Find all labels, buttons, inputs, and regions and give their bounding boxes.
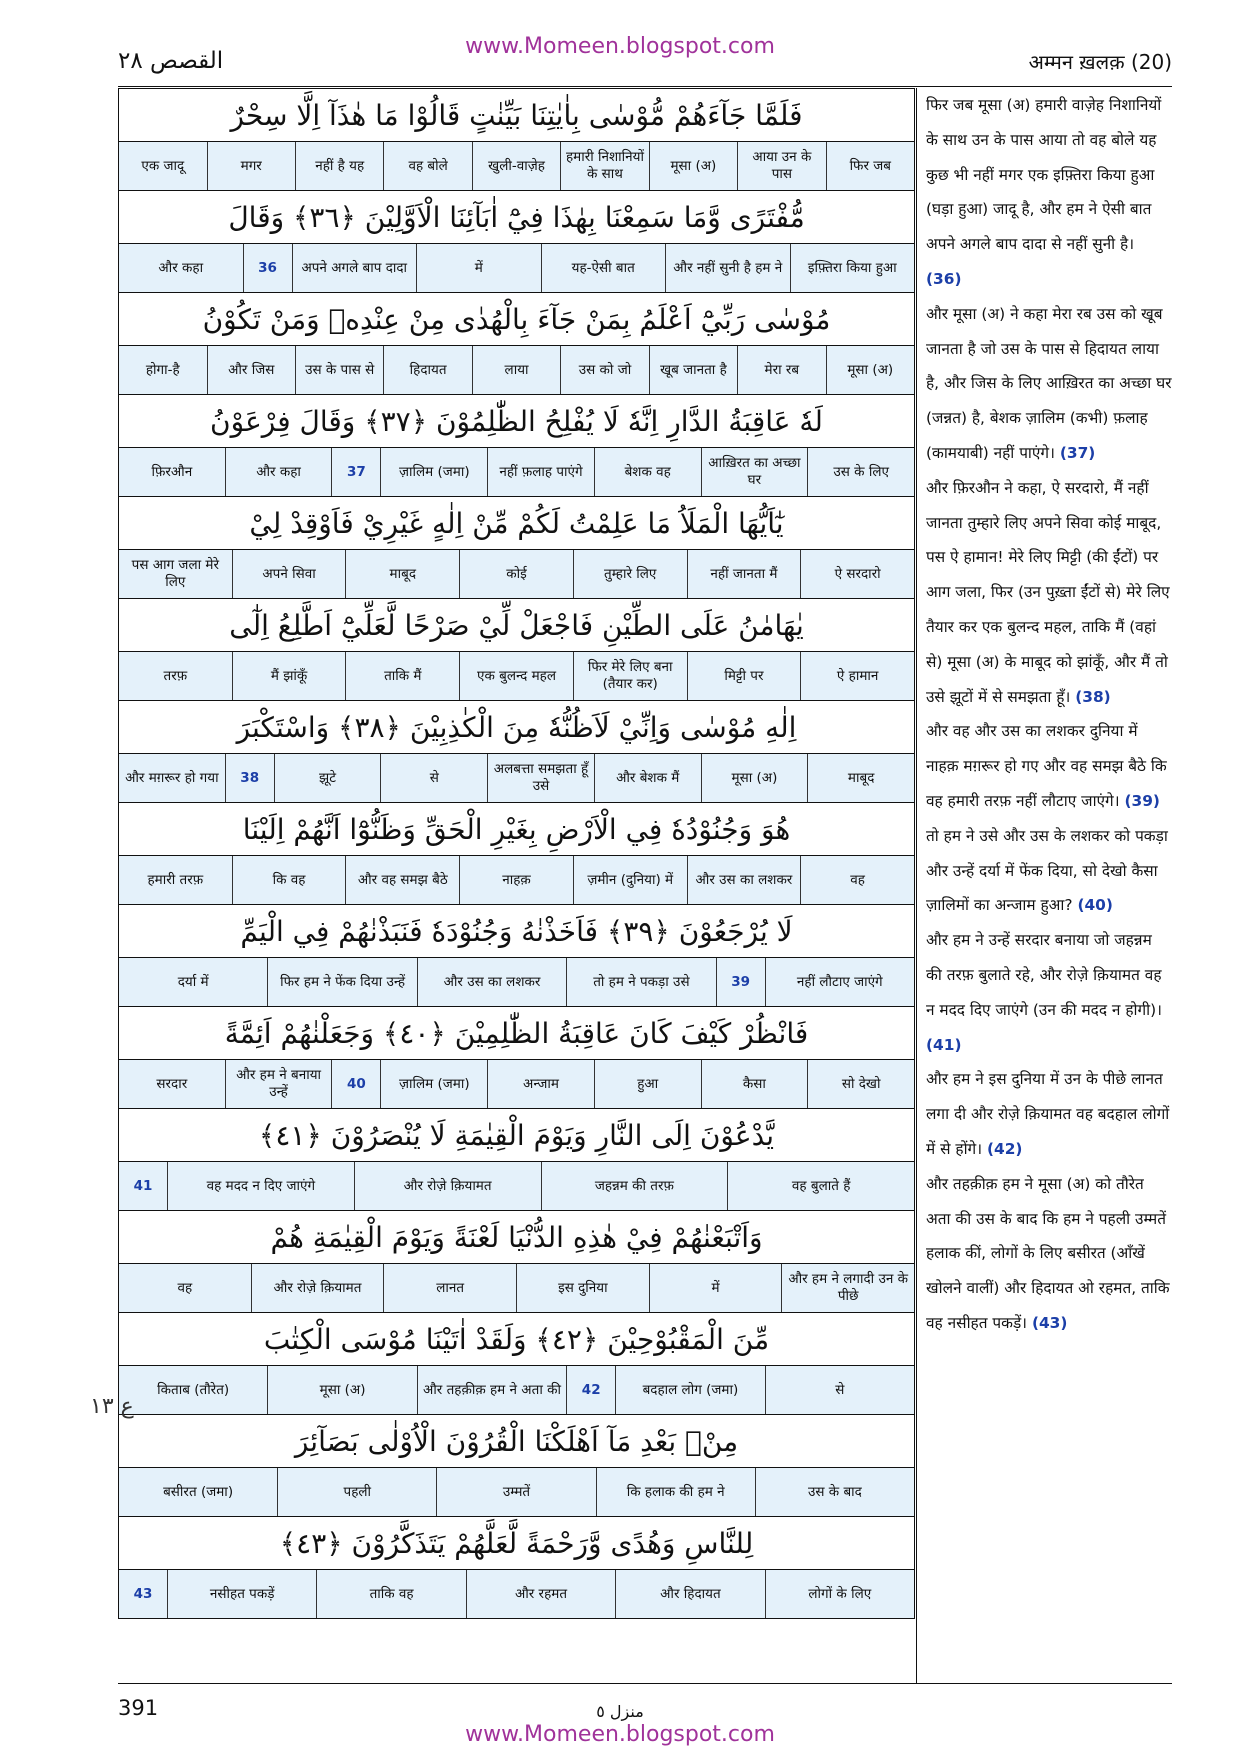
word-meaning-cell: और रोज़े क़ियामत	[354, 1162, 541, 1210]
word-meaning-cell: फिर हम ने फेंक दिया उन्हें	[267, 958, 416, 1006]
arabic-verse-line: مِنْۢ بَعْدِ مَآ اَهْلَكْنَا الْقُرُوْنَ الْاُوْلٰى بَصَآئِرَ	[118, 1414, 915, 1467]
word-meaning-cell: नसीहत पकड़ें	[167, 1570, 316, 1618]
translation-paragraph	[926, 1062, 1172, 1166]
page-header	[0, 14, 1240, 84]
word-meaning-row	[118, 651, 915, 700]
word-meaning-cell: सरदार	[156, 1075, 188, 1092]
arabic-verse-line: اِلٰهِ مُوْسٰى وَاِنِّيْ لَاَظُنُّهٗ مِنَ الْكٰذِبِيْنَ ﴿٣٨﴾ وَاسْتَكْبَرَ	[118, 700, 915, 753]
word-meaning-cell: यह-ऐसी बात	[541, 244, 666, 292]
word-meaning-cell: अन्जाम	[487, 1060, 594, 1108]
word-meaning-cell: नाहक़	[459, 856, 573, 904]
word-meaning-row	[118, 1263, 915, 1312]
word-meaning-cell: बेशक वह	[594, 448, 701, 496]
translation-text: तो हम ने उसे और उस के लशकर को पकड़ा और उन्हें दर्या में फेंक दिया, सो देखो कैसा ज़ालिमों का अन्जाम हुआ?	[926, 826, 1168, 915]
word-meaning-cell: और हम ने लगादी उन के पीछे	[781, 1264, 914, 1312]
juz-name: अम्मन ख़लक़ (20)	[1028, 50, 1172, 74]
word-meaning-cell: नहीं फ़लाह पाएंगे	[487, 448, 594, 496]
translation-text: और हम ने उन्हें सरदार बनाया जो जहन्नम की तरफ़ बुलाते रहे, और रोज़े क़ियामत वह न मदद दिए जाएंगे (उन की मदद न होगी)।	[926, 931, 1163, 1019]
word-meaning-cell: कैसा	[701, 1060, 808, 1108]
word-meaning-cell: ज़मीन (दुनिया) में	[573, 856, 687, 904]
word-meaning-cell: और कहा	[225, 448, 332, 496]
arabic-verse-line: هُوَ وَجُنُوْدُهٗ فِي الْاَرْضِ بِغَيْرِ الْحَقِّ وَظَنُّوْٓا اَنَّهُمْ اِلَيْنَا	[118, 802, 915, 855]
word-meaning-cell: पस आग जला मेरे लिए	[131, 557, 219, 590]
word-meaning-cell: वह	[177, 1279, 193, 1296]
word-meaning-cell: आया उन के पास	[737, 142, 825, 190]
word-meaning-cell: अपने अगले बाप दादा	[292, 244, 417, 292]
manzil-label: منزل ٥	[596, 1702, 644, 1721]
word-meaning-cell: ऐ हामान	[800, 652, 914, 700]
word-meaning-cell: बदहाल लोग (जमा)	[615, 1366, 764, 1414]
verse-number: (43)	[1031, 1313, 1068, 1332]
translation-text: और हम ने इस दुनिया में उन के पीछे लानत लगा दी और रोज़े क़ियामत वह बदहाल लोगों में से होंगे।	[926, 1070, 1170, 1158]
word-meaning-cell: उस को जो	[560, 346, 648, 394]
page-body	[118, 88, 1172, 1684]
word-meaning-row	[118, 1161, 915, 1210]
verse-number-cell: 36	[243, 244, 292, 292]
word-meaning-cell: वह मदद न दिए जाएंगे	[167, 1162, 354, 1210]
verse-grid	[118, 88, 915, 1619]
word-meaning-cell: नहीं लौटाए जाएंगे	[765, 958, 914, 1006]
word-meaning-cell: वह बोले	[383, 142, 471, 190]
page-number: 391	[118, 1696, 159, 1720]
word-meaning-cell: और जिस	[207, 346, 295, 394]
word-meaning-cell: झूटे	[274, 754, 381, 802]
website-header[interactable]: www.Momeen.blogspot.com	[465, 34, 775, 59]
verse-number-cell: 42	[566, 1366, 615, 1414]
website-footer[interactable]: www.Momeen.blogspot.com	[465, 1722, 775, 1747]
surah-name: القصص ٢٨	[118, 48, 224, 74]
word-meaning-cell: कि वह	[232, 856, 346, 904]
word-meaning-cell: इफ़्तिरा किया हुआ	[790, 244, 915, 292]
verse-number: (37)	[1059, 443, 1096, 462]
word-meaning-cell: नहीं जानता मैं	[687, 550, 801, 598]
verse-number-cell: 39	[716, 958, 765, 1006]
word-meaning-cell: होगा-है	[145, 361, 180, 378]
arabic-verse-line: لِلنَّاسِ وَهُدًى وَّرَحْمَةً لَّعَلَّهُمْ يَتَذَكَّرُوْنَ ﴿٤٣﴾	[118, 1516, 915, 1569]
word-meaning-cell: उस के पास से	[295, 346, 383, 394]
word-meaning-row	[118, 141, 915, 190]
verse-number: (38)	[1075, 687, 1111, 706]
word-meaning-cell: ज़ालिम (जमा)	[380, 448, 487, 496]
word-meaning-cell: लोगों के लिए	[765, 1570, 914, 1618]
word-meaning-cell: मिट्टी पर	[687, 652, 801, 700]
word-meaning-cell: लानत	[383, 1264, 516, 1312]
translation-paragraph	[926, 714, 1172, 818]
word-meaning-cell: लाया	[472, 346, 560, 394]
word-meaning-cell: और रोज़े क़ियामत	[251, 1264, 384, 1312]
translation-text: और मूसा (अ) ने कहा मेरा रब उस को खूब जानता है जो उस के पास से हिदायत लाया है, और जिस के लिए आख़िरत का अच्छा घर (जन्नत) है, बेशक ज़ालिम (कभी) फ़लाह (कामयाबी) नहीं पाएंगे।	[926, 304, 1172, 462]
word-meaning-cell: में	[649, 1264, 782, 1312]
grid-end-rule	[118, 1618, 915, 1619]
word-meaning-row	[118, 753, 915, 802]
word-meaning-cell: और वह समझ बैठे	[345, 856, 459, 904]
word-meaning-row	[118, 1467, 915, 1516]
word-meaning-row	[118, 1569, 915, 1618]
word-meaning-cell: फिर जब	[826, 142, 914, 190]
word-meaning-cell: (जमा) बसीरत	[163, 1483, 234, 1500]
header-rule	[118, 86, 1172, 87]
word-meaning-cell: मेरा रब	[737, 346, 825, 394]
word-meaning-cell: मगर	[207, 142, 295, 190]
word-meaning-cell: कि हलाक की हम ने	[596, 1468, 755, 1516]
translation-paragraph	[926, 297, 1172, 471]
word-meaning-cell: वह	[800, 856, 914, 904]
word-meaning-cell: मूसा (अ)	[701, 754, 808, 802]
arabic-verse-line: لَهٗ عَاقِبَةُ الدَّارِ اِنَّهٗ لَا يُفْلِحُ الظّٰلِمُوْنَ ﴿٣٧﴾ وَقَالَ فِرْعَوْنُ	[118, 394, 915, 447]
word-meaning-cell: वह बुलाते हैं	[727, 1162, 914, 1210]
arabic-verse-line: فَلَمَّا جَآءَهُمْ مُّوْسٰى بِاٰيٰتِنَا بَيِّنٰتٍ قَالُوْا مَا هٰذَآ اِلَّا سِحْرٌ	[118, 88, 915, 141]
translation-paragraph	[926, 923, 1172, 1062]
word-meaning-cell: दर्या में	[177, 973, 209, 990]
word-meaning-cell: और कहा	[158, 259, 204, 276]
verse-number-cell: 38	[225, 754, 274, 802]
word-meaning-cell: माबूद	[345, 550, 459, 598]
word-meaning-cell: और तहक़ीक़ हम ने अता की	[417, 1366, 566, 1414]
arabic-verse-line: فَانْظُرْ كَيْفَ كَانَ عَاقِبَةُ الظّٰلِمِيْنَ ﴿٤٠﴾ وَجَعَلْنٰهُمْ اَئِمَّةً	[118, 1006, 915, 1059]
word-meaning-cell: खुली-वाज़ेह	[472, 142, 560, 190]
word-meaning-cell: मैं झांकूँ	[232, 652, 346, 700]
arabic-verse-line: يَّدْعُوْنَ اِلَى النَّارِ وَيَوْمَ الْقِيٰمَةِ لَا يُنْصَرُوْنَ ﴿٤١﴾	[118, 1108, 915, 1161]
translation-text: और तहक़ीक़ हम ने मूसा (अ) को तौरेत अता की उस के बाद कि हम ने पहली उम्मतें हलाक कीं, लोगों के लिए बसीरत (आँखें खोलने वालीं) और हिदायत ओ रहमत, ताकि वह नसीहत पकड़ें।	[926, 1174, 1170, 1332]
word-meaning-cell: मूसा (अ)	[649, 142, 737, 190]
word-meaning-cell: अलबत्ता समझता हूँ उसे	[487, 754, 594, 802]
translation-text: और वह और उस का लशकर दुनिया में नाहक़ मग़रूर हो गए और वह समझ बैठे कि वह हमारी तरफ़ नहीं लौटाए जाएंगे।	[926, 722, 1167, 810]
verse-number: (36)	[926, 269, 962, 288]
arabic-verse-line: مِّنَ الْمَقْبُوْحِيْنَ ﴿٤٢﴾ وَلَقَدْ اٰتَيْنَا مُوْسَى الْكِتٰبَ	[118, 1312, 915, 1365]
word-meaning-cell: ऐ सरदारो	[800, 550, 914, 598]
word-meaning-cell: मूसा (अ)	[826, 346, 914, 394]
word-meaning-cell: नहीं है यह	[295, 142, 383, 190]
translation-column	[926, 88, 1172, 1341]
word-meaning-cell: हुआ	[594, 1060, 701, 1108]
translation-text: फिर जब मूसा (अ) हमारी वाज़ेह निशानियों के साथ उन के पास आया तो वह बोले यह कुछ भी नहीं मगर एक इफ़्तिरा किया हुआ (घड़ा हुआ) जादू है, और हम ने ऐसी बात अपने अगले बाप दादा से नहीं सुनी है।	[926, 96, 1162, 254]
word-meaning-cell: तो हम ने पकड़ा उसे	[566, 958, 715, 1006]
verse-number-cell: 43	[133, 1585, 153, 1602]
word-meaning-cell: और नहीं सुनी है हम ने	[665, 244, 790, 292]
word-meaning-cell: और उस का लशकर	[687, 856, 801, 904]
verse-number-cell: 41	[133, 1177, 153, 1194]
word-meaning-cell: और हम ने बनाया उन्हें	[225, 1060, 332, 1108]
word-meaning-cell: ताकि वह	[316, 1570, 465, 1618]
word-meaning-cell: हमारी निशानियों के साथ	[560, 142, 648, 190]
word-meaning-cell: हिदायत	[383, 346, 471, 394]
word-meaning-cell: और बेशक मैं	[594, 754, 701, 802]
word-meaning-cell: किताब (तौरेत)	[157, 1381, 230, 1398]
word-meaning-cell: ज़ालिम (जमा)	[380, 1060, 487, 1108]
bottom-rule	[118, 1683, 1172, 1684]
word-meaning-row	[118, 957, 915, 1006]
word-meaning-cell: हमारी तरफ़	[147, 871, 204, 888]
word-meaning-row	[118, 1059, 915, 1108]
arabic-verse-line: مُوْسٰى رَبِّيْٓ اَعْلَمُ بِمَنْ جَآءَ بِالْهُدٰى مِنْ عِنْدِهٖ وَمَنْ تَكُوْنُ	[118, 292, 915, 345]
verse-number-cell: 40	[331, 1060, 380, 1108]
word-meaning-cell: जहन्नम की तरफ़	[541, 1162, 728, 1210]
arabic-verse-line: يٰٓاَيُّهَا الْمَلَاُ مَا عَلِمْتُ لَكُمْ مِّنْ اِلٰهٍ غَيْرِيْ فَاَوْقِدْ لِيْ	[118, 496, 915, 549]
word-meaning-cell: और रहमत	[466, 1570, 615, 1618]
verse-number: (42)	[986, 1139, 1023, 1158]
word-meaning-cell: अपने सिवा	[232, 550, 346, 598]
word-meaning-row	[118, 549, 915, 598]
word-meaning-cell: उस के बाद	[755, 1468, 914, 1516]
word-meaning-cell: उम्मतें	[436, 1468, 595, 1516]
translation-text: और फ़िरऔन ने कहा, ऐ सरदारो, मैं नहीं जानता तुम्हारे लिए अपने सिवा कोई माबूद, पस ऐ हामान! मेरे लिए मिट्टी (की ईंटों) पर आग जला, फिर (उन पुख़्ता ईंटों से) मेरे लिए तैयार कर एक बुलन्द महल, ताकि मैं (वहां से) मूसा (अ) के माबूद को झांकूँ, और मैं तो उसे झूटों में से समझता हूँ।	[926, 478, 1170, 706]
word-meaning-cell: में	[416, 244, 541, 292]
word-meaning-cell: और मग़रूर हो गया	[125, 769, 219, 786]
word-meaning-cell: माबूद	[807, 754, 914, 802]
ruku-mark: ع ۱۳	[90, 1394, 134, 1419]
word-meaning-cell: खूब जानता है	[649, 346, 737, 394]
translation-paragraph	[926, 471, 1172, 715]
word-meaning-cell: आख़िरत का अच्छा घर	[701, 448, 808, 496]
word-meaning-cell: से	[765, 1366, 914, 1414]
arabic-verse-line: مُّفْتَرًى وَّمَا سَمِعْنَا بِهٰذَا فِيْٓ اٰبَآئِنَا الْاَوَّلِيْنَ ﴿٣٦﴾ وَقَالَ	[118, 190, 915, 243]
translation-paragraph	[926, 819, 1172, 923]
word-meaning-cell: फिर मेरे लिए बना (तैयार कर)	[573, 652, 687, 700]
word-meaning-row	[118, 855, 915, 904]
word-meaning-cell: ताकि मैं	[345, 652, 459, 700]
verse-number: (40)	[1077, 896, 1113, 915]
word-meaning-cell: और उस का लशकर	[417, 958, 566, 1006]
verse-number-cell: 37	[331, 448, 380, 496]
word-meaning-row	[118, 243, 915, 292]
word-meaning-cell: फ़िरऔन	[151, 463, 193, 480]
verse-number: (41)	[926, 1035, 962, 1054]
word-meaning-cell: एक जादू	[141, 157, 185, 174]
word-meaning-cell: तरफ़	[163, 667, 188, 684]
word-meaning-cell: मूसा (अ)	[267, 1366, 416, 1414]
word-meaning-row	[118, 1365, 915, 1414]
word-meaning-cell: सो देखो	[807, 1060, 914, 1108]
word-meaning-row	[118, 345, 915, 394]
word-meaning-row	[118, 447, 915, 496]
verse-number: (39)	[1124, 791, 1160, 810]
arabic-verse-line: يٰهَامٰنُ عَلَى الطِّيْنِ فَاجْعَلْ لِّيْ صَرْحًا لَّعَلِّيْٓ اَطَّلِعُ اِلٰٓى	[118, 598, 915, 651]
word-meaning-cell: उस के लिए	[807, 448, 914, 496]
word-meaning-cell: पहली	[277, 1468, 436, 1516]
word-meaning-cell: तुम्हारे लिए	[573, 550, 687, 598]
arabic-verse-line: وَاَتْبَعْنٰهُمْ فِيْ هٰذِهِ الدُّنْيَا لَعْنَةً وَيَوْمَ الْقِيٰمَةِ هُمْ	[118, 1210, 915, 1263]
word-meaning-cell: इस दुनिया	[516, 1264, 649, 1312]
word-meaning-cell: और हिदायत	[615, 1570, 764, 1618]
word-meaning-cell: एक बुलन्द महल	[459, 652, 573, 700]
translation-paragraph	[926, 88, 1172, 297]
word-meaning-cell: से	[380, 754, 487, 802]
translation-paragraph	[926, 1167, 1172, 1341]
column-divider	[916, 88, 917, 1684]
arabic-verse-line: لَا يُرْجَعُوْنَ ﴿٣٩﴾ فَاَخَذْنٰهُ وَجُنُوْدَهٗ فَنَبَذْنٰهُمْ فِي الْيَمِّ	[118, 904, 915, 957]
word-meaning-cell: कोई	[459, 550, 573, 598]
